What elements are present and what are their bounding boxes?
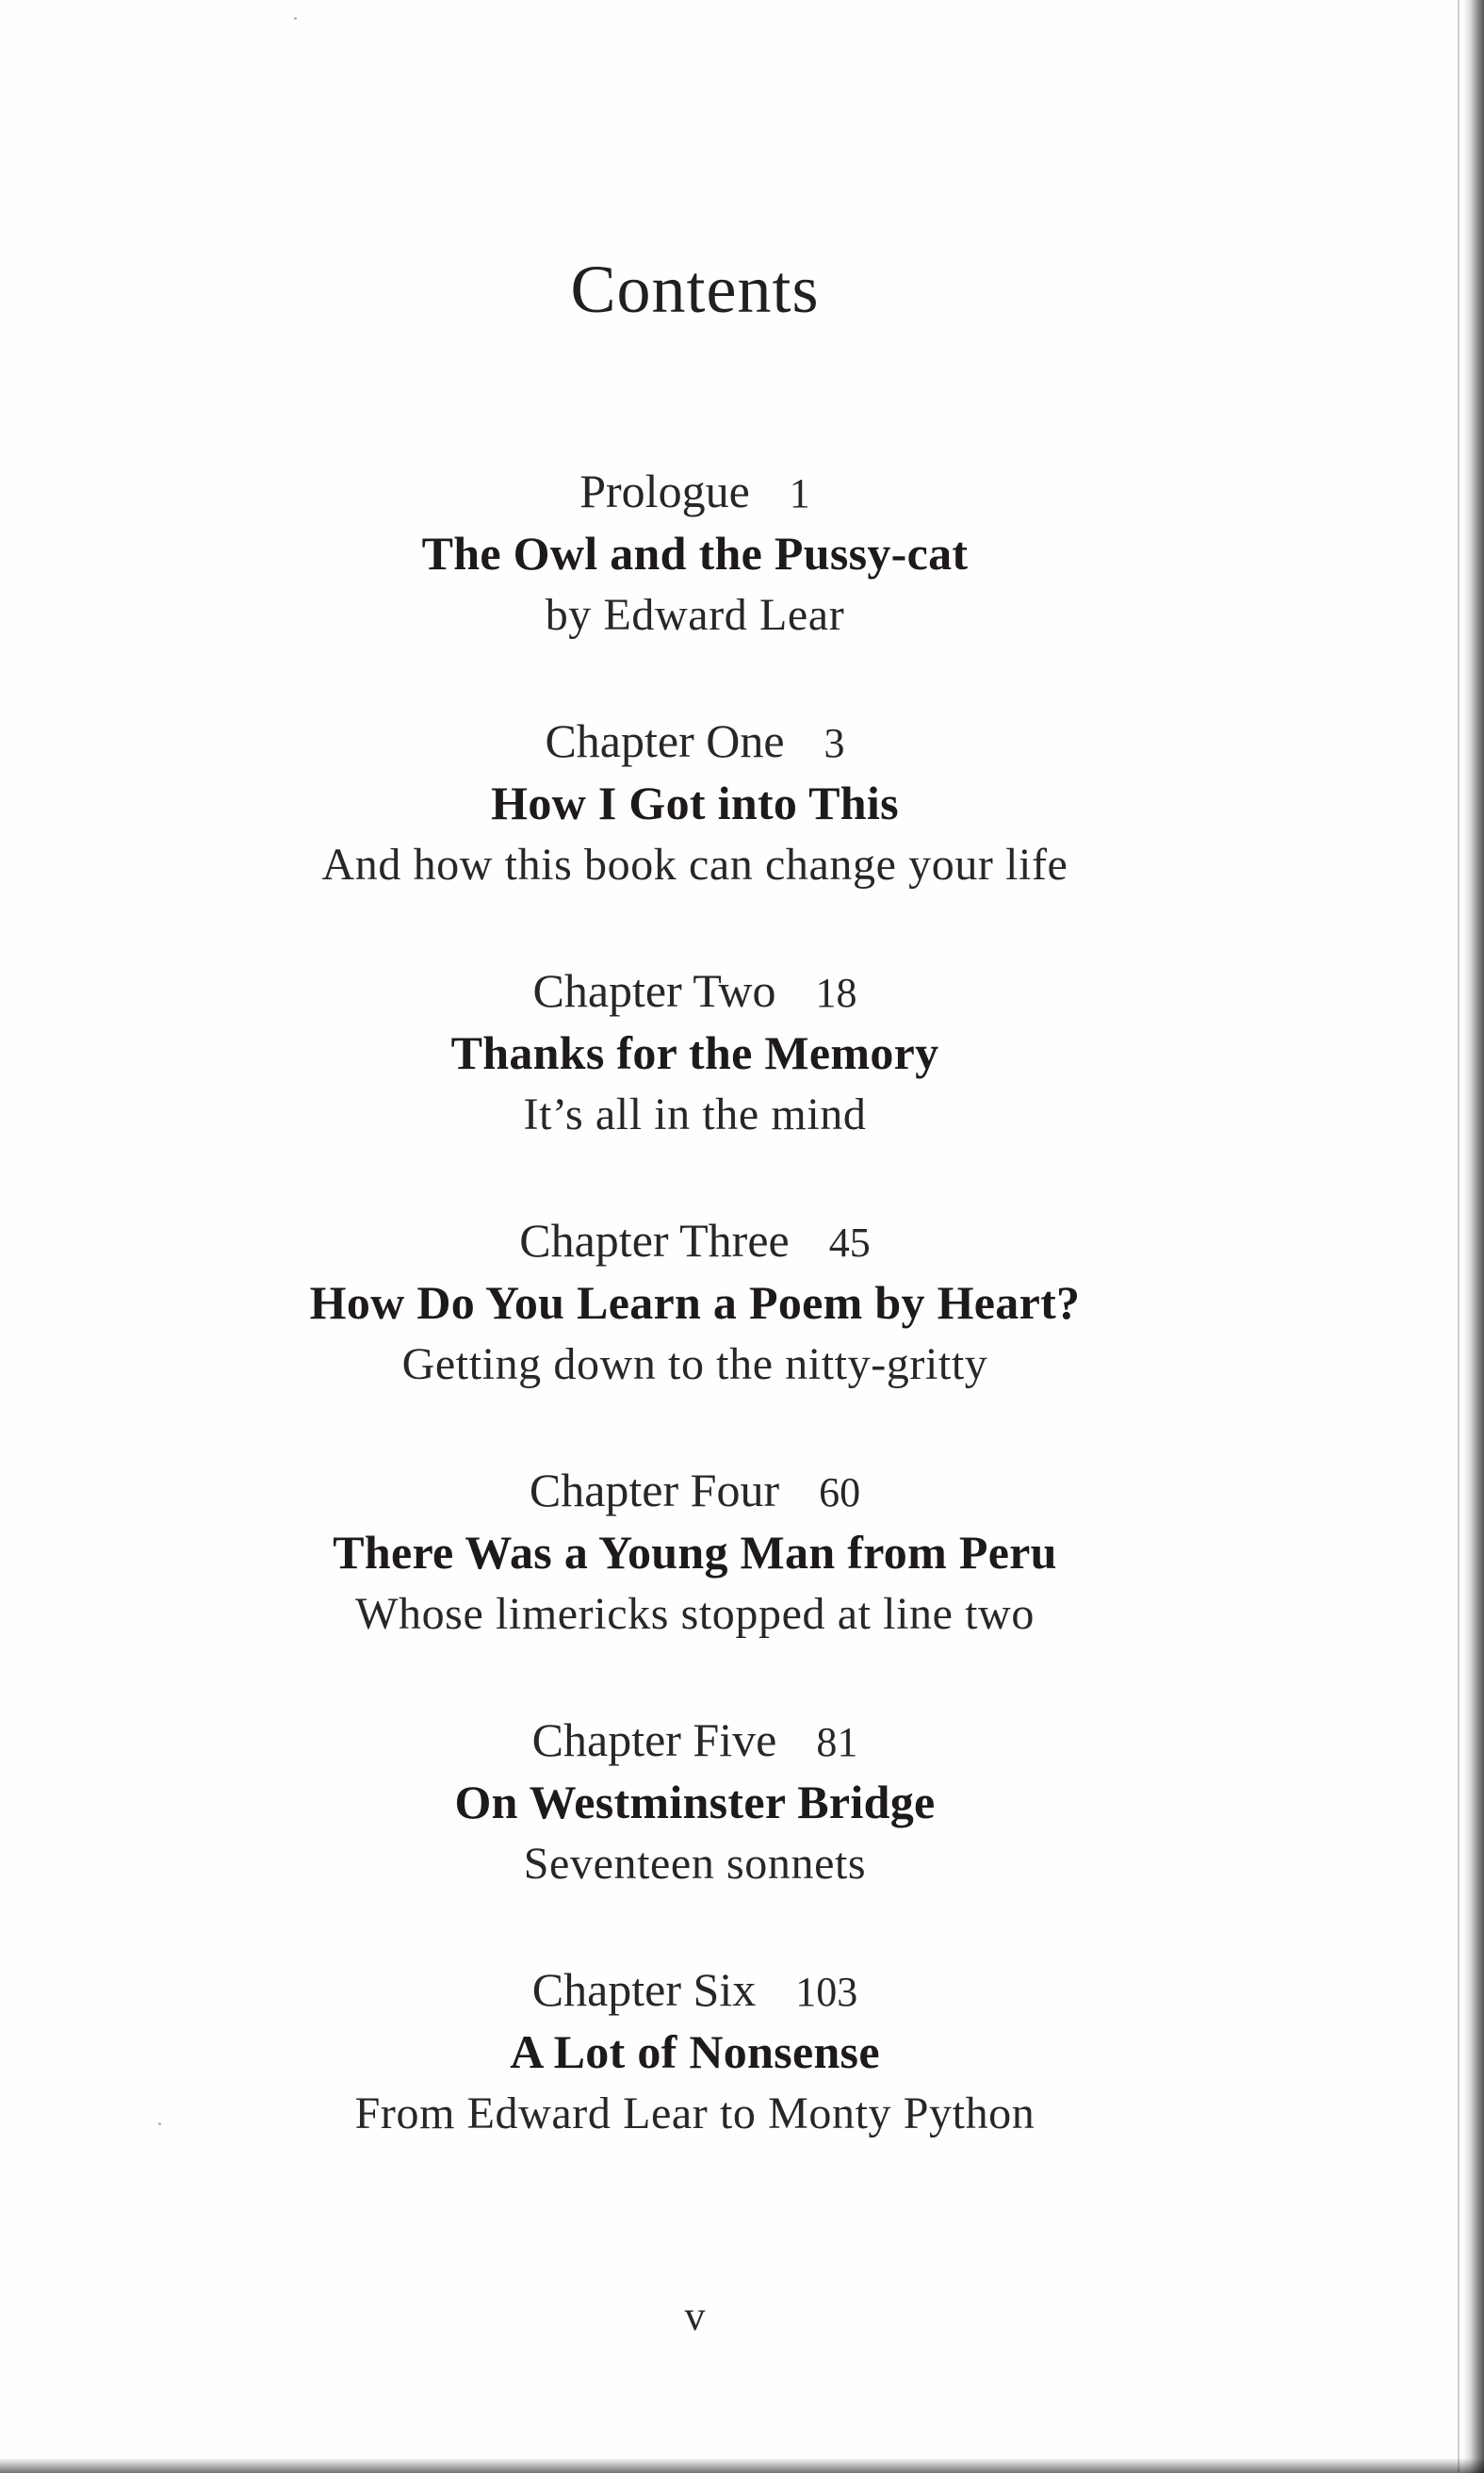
- entry-page-number: 18: [815, 970, 857, 1016]
- entry-subtitle: by Edward Lear: [545, 590, 845, 640]
- entry-label-line: [0, 1709, 1390, 1771]
- entry-label: Chapter Five: [531, 1713, 777, 1766]
- page-folio: v: [684, 2293, 706, 2339]
- entry-page-number: 103: [795, 1969, 858, 2015]
- entry-title: On Westminster Bridge: [454, 1776, 936, 1828]
- entry-label-line: [0, 710, 1390, 772]
- entry-label: Chapter Four: [529, 1464, 780, 1516]
- entry-label: Prologue: [579, 465, 750, 517]
- page-edge-line: [1458, 0, 1460, 2473]
- entry-subtitle: Seventeen sonnets: [523, 1839, 867, 1889]
- entry-subtitle: From Edward Lear to Monty Python: [354, 2088, 1036, 2138]
- entry-label-line: [0, 1459, 1390, 1521]
- entry-label-line: [0, 460, 1390, 522]
- page-edge-shadow: [1463, 0, 1484, 2473]
- entry-title: The Owl and the Pussy-cat: [421, 527, 969, 580]
- entry-page-number: 45: [828, 1220, 871, 1266]
- entry-page-number: 1: [789, 470, 810, 516]
- toc-entry-chapter-three[interactable]: [0, 1209, 1390, 1459]
- entry-label: Chapter Three: [519, 1214, 790, 1267]
- entry-label: Chapter Six: [531, 1963, 757, 2016]
- entry-title: How I Got into This: [491, 777, 899, 829]
- entry-subtitle: Getting down to the nitty-gritty: [401, 1339, 988, 1389]
- entry-page-number: 3: [824, 720, 845, 766]
- entry-page-number: 60: [819, 1469, 861, 1515]
- contents-heading: Contents: [570, 252, 820, 327]
- entry-title: A Lot of Nonsense: [510, 2025, 880, 2078]
- entry-title: There Was a Young Man from Peru: [333, 1526, 1057, 1579]
- entry-subtitle: And how this book can change your life: [321, 840, 1068, 890]
- entry-title: Thanks for the Memory: [450, 1026, 939, 1079]
- toc-entry-chapter-six[interactable]: [0, 1958, 1390, 2208]
- entry-label: Chapter Two: [532, 964, 776, 1017]
- page-bottom-shadow: [0, 2458, 1484, 2473]
- toc-entry-chapter-four[interactable]: [0, 1459, 1390, 1709]
- scan-speck: [294, 17, 297, 20]
- toc-entry-prologue[interactable]: [0, 460, 1390, 710]
- entry-label: Chapter One: [545, 714, 785, 767]
- entry-subtitle: Whose limericks stopped at line two: [355, 1589, 1035, 1639]
- toc-entry-chapter-two[interactable]: [0, 959, 1390, 1209]
- entry-subtitle: It’s all in the mind: [523, 1089, 867, 1139]
- table-of-contents: [0, 460, 1390, 2208]
- entry-label-line: [0, 959, 1390, 1022]
- toc-entry-chapter-one[interactable]: [0, 710, 1390, 959]
- entry-title: How Do You Learn a Poem by Heart?: [309, 1276, 1081, 1329]
- entry-label-line: [0, 1958, 1390, 2021]
- entry-page-number: 81: [816, 1719, 858, 1765]
- toc-entry-chapter-five[interactable]: [0, 1709, 1390, 1958]
- entry-label-line: [0, 1209, 1390, 1271]
